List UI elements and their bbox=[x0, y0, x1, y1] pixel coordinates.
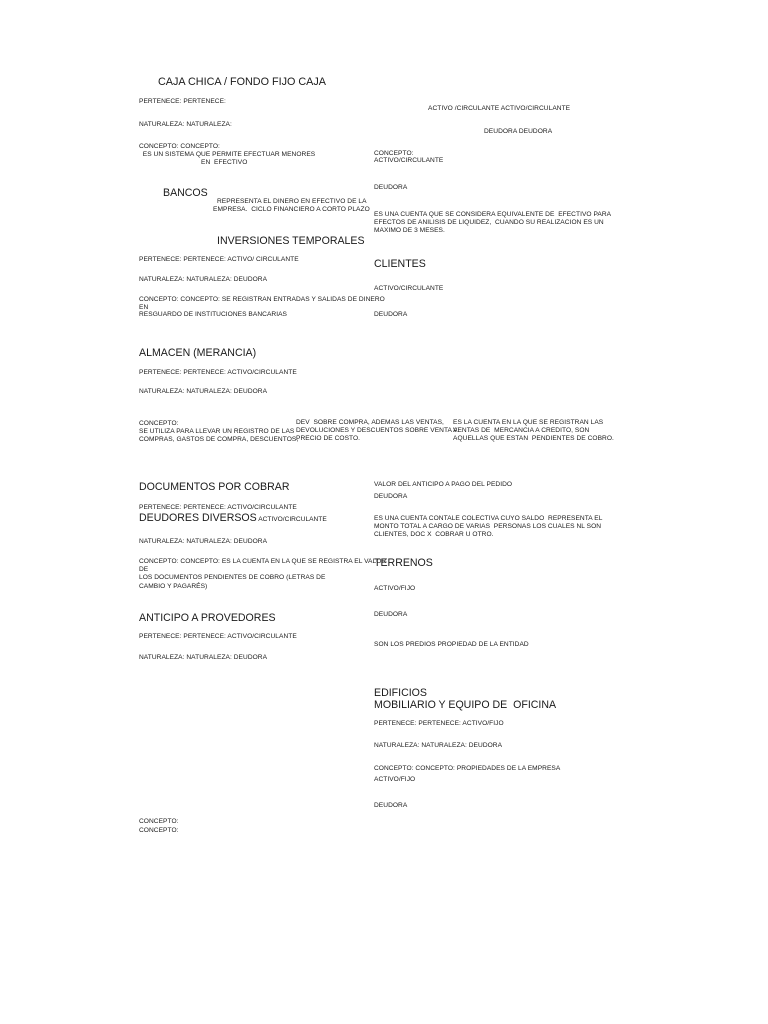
almacen-col3-2: VENTAS DE MERCANCIA A CREDITO, SON bbox=[453, 427, 590, 434]
edificios-activo: ACTIVO/FIJO bbox=[374, 776, 416, 783]
anticipo-naturaleza: NATURALEZA: NATURALEZA: DEUDORA bbox=[139, 654, 268, 661]
caja-concepto-2: ES UN SISTEMA QUE PERMITE EFECTUAR MENORES bbox=[139, 151, 316, 158]
almacen-col1-2: SE UTILIZA PARA LLEVAR UN REGISTRO DE LAS bbox=[139, 428, 295, 435]
anticipo-pertenece: PERTENECE: PERTENECE: ACTIVO/CIRCULANTE bbox=[139, 633, 297, 640]
almacen-col2-1: DEV SOBRE COMPRA, ADEMAS LAS VENTAS, bbox=[296, 419, 444, 426]
clientes-activo: ACTIVO/CIRCULANTE bbox=[374, 285, 444, 292]
documentos-title: DOCUMENTOS POR COBRAR bbox=[139, 481, 290, 493]
footer-concepto-2: CONCEPTO: bbox=[139, 827, 179, 834]
deudores-concepto-1: CONCEPTO: CONCEPTO: ES LA CUENTA EN LA QUE SE REGISTRA EL VALOR bbox=[139, 558, 387, 565]
caja-pertenece: PERTENECE: PERTENECE: bbox=[139, 98, 226, 105]
documentos-right-deudora: DEUDORA bbox=[374, 493, 408, 500]
edificios-title-1: EDIFICIOS bbox=[374, 687, 427, 699]
caja-concepto-1: CONCEPTO: CONCEPTO: bbox=[139, 143, 220, 150]
terrenos-deudora: DEUDORA bbox=[374, 611, 408, 618]
deudores-title-suffix: ACTIVO/CIRCULANTE bbox=[256, 516, 327, 523]
caja-deudora: DEUDORA DEUDORA bbox=[484, 128, 553, 135]
edificios-naturaleza: NATURALEZA: NATURALEZA: DEUDORA bbox=[374, 742, 503, 749]
inversiones-title: INVERSIONES TEMPORALES bbox=[217, 235, 365, 247]
almacen-pertenece: PERTENECE: PERTENECE: ACTIVO/CIRCULANTE bbox=[139, 369, 297, 376]
bancos-concepto-activo: ACTIVO/CIRCULANTE bbox=[374, 157, 444, 164]
deudores-concepto-3: LOS DOCUMENTOS PENDIENTES DE COBRO (LETRAS DE bbox=[139, 574, 326, 581]
inversiones-concepto-3: RESGUARDO DE INSTITUCIONES BANCARIAS bbox=[139, 311, 287, 318]
bancos-desc-2: EMPRESA. CICLO FINANCIERO A CORTO PLAZO bbox=[213, 206, 370, 213]
anticipo-title: ANTICIPO A PROVEDORES bbox=[139, 612, 276, 624]
caja-title: CAJA CHICA / FONDO FIJO CAJA bbox=[158, 76, 326, 88]
clientes-deudora: DEUDORA bbox=[374, 311, 408, 318]
almacen-col1-1: CONCEPTO: bbox=[139, 420, 179, 427]
edificios-deudora: DEUDORA bbox=[374, 802, 408, 809]
almacen-naturaleza: NATURALEZA: NATURALEZA: DEUDORA bbox=[139, 388, 268, 395]
deudores-right-2: MONTO TOTAL A CARGO DE VARIAS PERSONAS LOS CUALES NL SON bbox=[374, 523, 602, 530]
deudores-concepto-4: CAMBIO Y PAGARÉS) bbox=[139, 583, 208, 590]
terrenos-title: TERRENOS bbox=[374, 557, 433, 569]
bancos-concepto-label: CONCEPTO: bbox=[374, 150, 414, 157]
inversiones-pertenece: PERTENECE: PERTENECE: ACTIVO/ CIRCULANTE bbox=[139, 256, 299, 263]
bancos-right-3: MAXIMO DE 3 MESES. bbox=[374, 227, 445, 234]
bancos-right-2: EFECTOS DE ANILISIS DE LIQUIDEZ, CUANDO SU REALIZACION ES UN bbox=[374, 219, 604, 226]
almacen-col3-3: AQUELLAS QUE ESTAN PENDIENTES DE COBRO. bbox=[453, 435, 614, 442]
terrenos-concepto: SON LOS PREDIOS PROPIEDAD DE LA ENTIDAD bbox=[374, 641, 529, 648]
footer-concepto-1: CONCEPTO: bbox=[139, 818, 179, 825]
deudores-title-main: DEUDORES DIVERSOS bbox=[139, 512, 257, 524]
edificios-concepto: CONCEPTO: CONCEPTO: PROPIEDADES DE LA EMPRESA bbox=[374, 765, 561, 772]
caja-concepto-3: EN EFECTIVO bbox=[201, 159, 248, 166]
inversiones-concepto-2: EN bbox=[139, 304, 149, 311]
bancos-desc-1: REPRESENTA EL DINERO EN EFECTIVO DE LA bbox=[217, 198, 367, 205]
caja-naturaleza: NATURALEZA: NATURALEZA: bbox=[139, 121, 232, 128]
deudores-concepto-2: DE bbox=[139, 566, 149, 573]
almacen-col2-3: PRECIO DE COSTO. bbox=[296, 435, 361, 442]
documentos-pertenece: PERTENECE: PERTENECE: ACTIVO/CIRCULANTE bbox=[139, 504, 297, 511]
clientes-title: CLIENTES bbox=[374, 258, 426, 270]
inversiones-naturaleza: NATURALEZA: NATURALEZA: DEUDORA bbox=[139, 276, 268, 283]
deudores-title bbox=[139, 512, 327, 526]
deudores-naturaleza: NATURALEZA: NATURALEZA: DEUDORA bbox=[139, 538, 268, 545]
inversiones-concepto-1: CONCEPTO: CONCEPTO: SE REGISTRAN ENTRADAS Y SALIDAS DE DINERO bbox=[139, 296, 385, 303]
bancos-right-1: ES UNA CUENTA QUE SE CONSIDERA EQUIVALENTE DE EFECTIVO PARA bbox=[374, 211, 612, 218]
bancos-deudora: DEUDORA bbox=[374, 184, 408, 191]
edificios-title-2: MOBILIARIO Y EQUIPO DE OFICINA bbox=[374, 699, 557, 711]
almacen-title: ALMACEN (MERANCIA) bbox=[139, 347, 257, 359]
almacen-col1-3: COMPRAS, GASTOS DE COMPRA, DESCUENTOS, bbox=[139, 436, 299, 443]
deudores-right-1: ES UNA CUENTA CONTALE COLECTIVA CUYO SALDO REPRESENTA EL bbox=[374, 515, 603, 522]
caja-activo: ACTIVO /CIRCULANTE ACTIVO/CIRCULANTE bbox=[428, 105, 571, 112]
edificios-pertenece: PERTENECE: PERTENECE: ACTIVO/FIJO bbox=[374, 720, 504, 727]
deudores-right-3: CLIENTES, DOC X COBRAR U OTRO. bbox=[374, 531, 494, 538]
terrenos-activo: ACTIVO/FIJO bbox=[374, 585, 416, 592]
almacen-col2-2: DEVOLUCIONES Y DESCUENTOS SOBRE VENTA A bbox=[296, 427, 458, 434]
documentos-right-valor: VALOR DEL ANTICIPO A PAGO DEL PEDIDO bbox=[374, 481, 513, 488]
bancos-title: BANCOS bbox=[163, 187, 208, 199]
almacen-col3-1: ES LA CUENTA EN LA QUE SE REGISTRAN LAS bbox=[453, 419, 604, 426]
